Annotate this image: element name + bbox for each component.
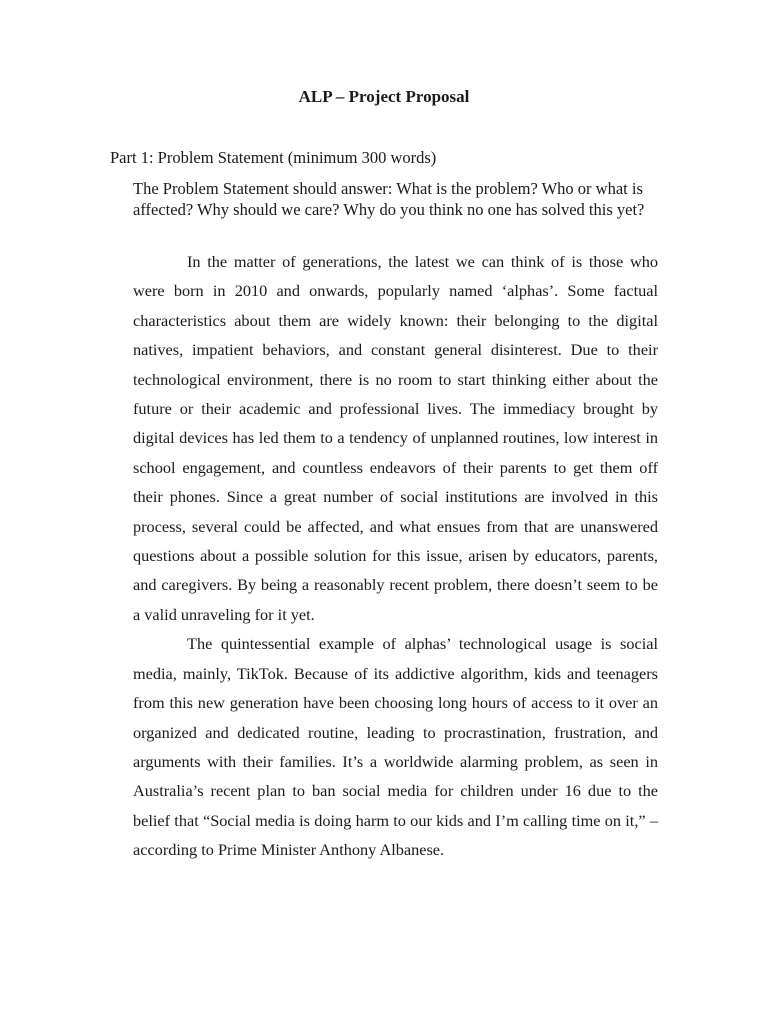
body-paragraph-2: The quintessential example of alphas’ technological usage is social media, mainly, TikTok. Because of its addictive algorithm, kids and teenagers from this new generation have been choosing long hours of access to it over an organized and dedicated routine, leading to procrastination, frustration, and arguments with their families. It’s a worldwide alarming problem, as seen in Australia’s recent plan to ban social media for children under 16 due to the belief that “Social media is doing harm to our kids and I’m calling time on it,” – according to Prime Minister Anthony Albanese.	[133, 634, 658, 860]
document-title: ALP – Project Proposal	[298, 87, 470, 106]
body-text	[133, 247, 658, 865]
body-paragraph-1: In the matter of generations, the latest we can think of is those who were born in 2010 and onwards, popularly named ‘alphas’. Some factual characteristics about them are widely known: their belonging to the digital natives, impatient behaviors, and constant general disinterest. Due to their technological environment, there is no room to start thinking either about the future or their academic and professional lives. The immediacy brought by digital devices has led them to a tendency of unplanned routines, low interest in school engagement, and countless endeavors of their parents to get them off their phones. Since a great number of social institutions are involved in this process, several could be affected, and what ensues from that are unanswered questions about a possible solution for this issue, arisen by educators, parents, and caregivers. By being a reasonably recent problem, there doesn’t seem to be a valid unraveling for it yet.	[133, 252, 658, 624]
part1-heading: Part 1: Problem Statement (minimum 300 words)	[110, 148, 437, 167]
problem-statement-instructions: The Problem Statement should answer: What is the problem? Who or what is affected? Why should we care? Why do you think no one has solved this yet?	[133, 179, 645, 220]
